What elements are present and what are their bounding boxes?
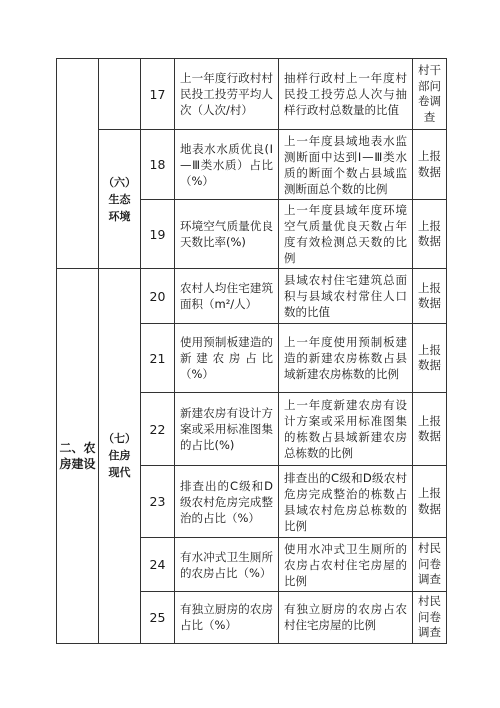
row-number: 22 bbox=[141, 393, 175, 466]
table-row bbox=[57, 130, 447, 200]
row-number: 25 bbox=[141, 592, 175, 644]
indicator-name: 地表水水质优良(Ⅰ—Ⅲ类水质）占比（%） bbox=[175, 130, 279, 200]
subcategory-label-line: （七） bbox=[103, 432, 136, 446]
data-source: 村民问卷调查 bbox=[413, 538, 447, 592]
indicator-definition: 排查出的C级和D级农村危房完成整治的栋数占县域农村危房总栋数的比例 bbox=[279, 466, 413, 538]
subcategory-label-line: 现代 bbox=[108, 466, 131, 480]
indicator-definition: 使用水冲式卫生厕所的农房占农村住宅房屋的比例 bbox=[279, 538, 413, 592]
data-source: 上报数据 bbox=[413, 130, 447, 200]
data-source: 上报数据 bbox=[413, 393, 447, 466]
row-number: 18 bbox=[141, 130, 175, 200]
indicator-definition: 有独立厨房的农房占农村住宅房屋的比例 bbox=[279, 592, 413, 644]
data-source: 村干部问卷调查 bbox=[413, 59, 447, 130]
row-number: 17 bbox=[141, 59, 175, 130]
data-source: 上报数据 bbox=[413, 269, 447, 324]
data-source: 上报数据 bbox=[413, 324, 447, 393]
row-number: 21 bbox=[141, 324, 175, 393]
subcategory-label-line: （六） bbox=[103, 175, 136, 189]
table-row bbox=[57, 59, 447, 130]
data-source: 上报数据 bbox=[413, 466, 447, 538]
subcategory-cell-empty bbox=[99, 59, 141, 130]
subcategory-ecological-environment bbox=[99, 130, 141, 269]
row-number: 23 bbox=[141, 466, 175, 538]
indicator-name: 有独立厨房的农房占比（%） bbox=[175, 592, 279, 644]
row-number: 24 bbox=[141, 538, 175, 592]
dimension-housing-construction: 二、农房建设 bbox=[57, 269, 99, 644]
subcategory-label-line: 环境 bbox=[108, 209, 131, 223]
indicator-definition: 县域农村住宅建筑总面积与县域农村常住人口数的比值 bbox=[279, 269, 413, 324]
indicator-name: 有水冲式卫生厕所的农房占比（%） bbox=[175, 538, 279, 592]
data-source: 上报数据 bbox=[413, 200, 447, 269]
subcategory-housing-modern bbox=[99, 269, 141, 644]
table-row bbox=[57, 269, 447, 324]
indicator-definition: 上一年度新建农房有设计方案或采用标准图集的栋数占县域新建农房总栋数的比例 bbox=[279, 393, 413, 466]
subcategory-label-line: 生态 bbox=[108, 192, 131, 206]
indicator-definition: 上一年度使用预制板建造的新建农房栋数占县域新建农房栋数的比例 bbox=[279, 324, 413, 393]
indicator-definition: 上一年度县域地表水监测断面中达到Ⅰ—Ⅲ类水质的断面个数占县域监测断面总个数的比例 bbox=[279, 130, 413, 200]
subcategory-label-line: 住房 bbox=[108, 449, 131, 463]
indicator-name: 新建农房有设计方案或采用标准图集的占比(%) bbox=[175, 393, 279, 466]
indicator-definition: 抽样行政村上一年度村民投工投劳总人次与抽样行政村总数量的比值 bbox=[279, 59, 413, 130]
row-number: 20 bbox=[141, 269, 175, 324]
dimension-cell-empty bbox=[57, 59, 99, 269]
indicator-definition: 上一年度县域年度环境空气质量优良天数占年度有效检测总天数的比例 bbox=[279, 200, 413, 269]
data-source: 村民问卷调查 bbox=[413, 592, 447, 644]
indicator-name: 排查出的C级和D级农村危房完成整治的占比（%） bbox=[175, 466, 279, 538]
indicator-table bbox=[56, 58, 447, 644]
indicator-name: 上一年度行政村村民投工投劳平均人次（人次/村） bbox=[175, 59, 279, 130]
indicator-name: 环境空气质量优良天数比率(%) bbox=[175, 200, 279, 269]
indicator-name: 使用预制板建造的新建农房占比（%） bbox=[175, 324, 279, 393]
row-number: 19 bbox=[141, 200, 175, 269]
indicator-name: 农村人均住宅建筑面积（m²/人） bbox=[175, 269, 279, 324]
